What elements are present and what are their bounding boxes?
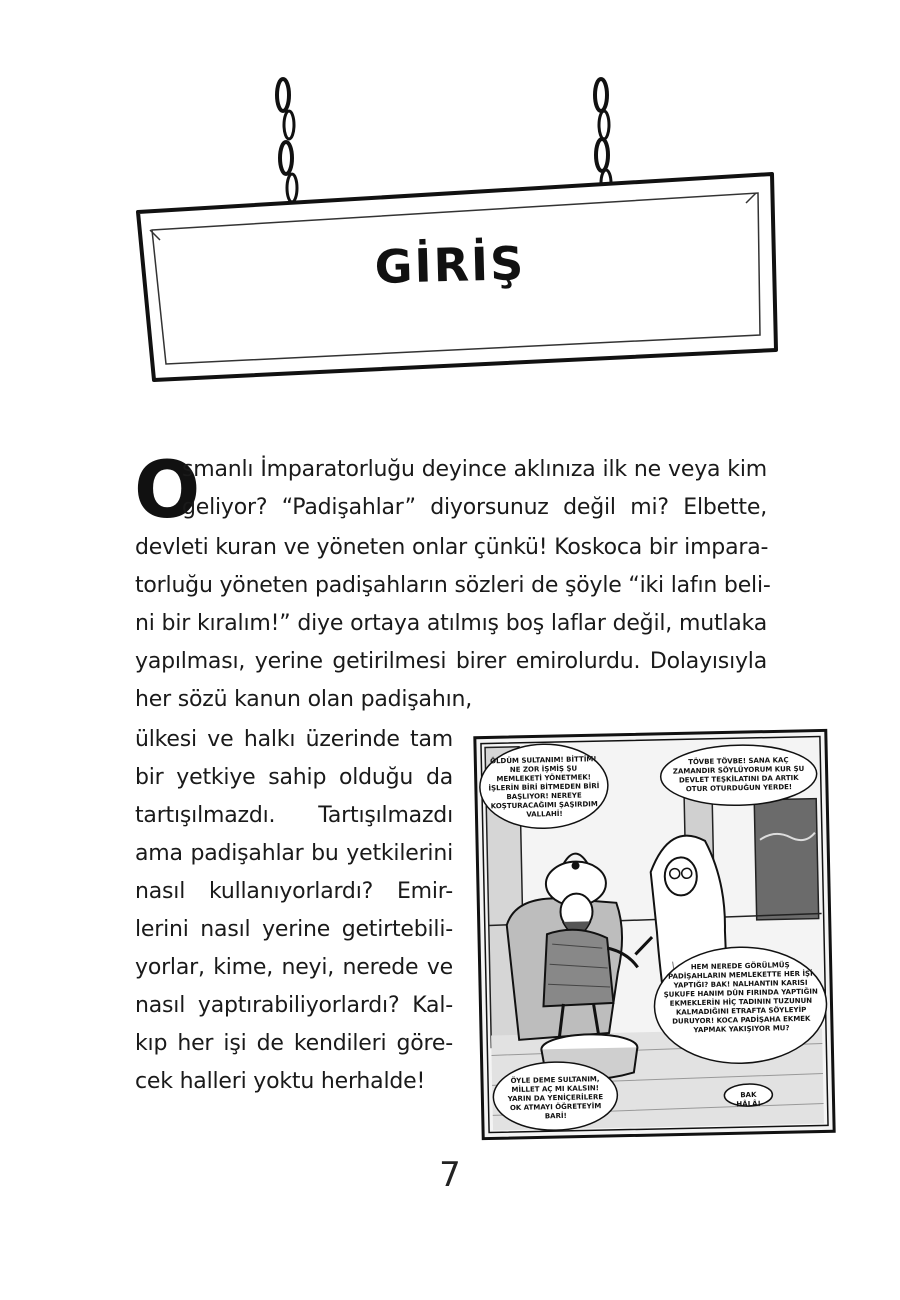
text-line: bir yetkiye sahip olduğu da xyxy=(135,765,453,790)
text-line: nasıl kullanıyorlardı? Emir- xyxy=(135,879,453,904)
title-sign xyxy=(0,0,900,420)
speech-bubble: TÖVBE TÖVBE! SANA KAÇ ZAMANDIR SÖYLÜYORUM KUR ŞU DEVLET TEŞKİLATINI DA ARTIK OTUR OTURDUĞUN YERDE! xyxy=(672,756,805,794)
text-line: nasıl yaptırabiliyorlardı? Kal- xyxy=(135,993,453,1018)
page-number: 7 xyxy=(439,1155,461,1195)
drop-cap: O xyxy=(134,446,201,536)
text-line: lerini nasıl yerine getirtebili- xyxy=(135,917,453,942)
page-title: GİRİŞ xyxy=(374,236,526,294)
speech-bubble: ÖYLE DEME SULTANIM, MİLLET AÇ MI KALSIN! YARIN DA YENİÇERİLERE OK ATMAYI ÖĞRETEYİM BARİ! xyxy=(507,1075,604,1121)
speech-bubble: HEM NEREDE GÖRÜLMÜŞ PADİŞAHLARIN MEMLEKETTE HER İŞİ YAPTIĞI? BAK! NALHANTIN KARISI ŞUKUFE HANIM DÜN FIRINDA YAPTIĞIN EKMEKLERİN HİÇ TADININ TUZUNUN KALMADIĞINI ETRAFTA SÖYLEYİP DURUYOR! KOCA PADİŞAHA EKMEK YAPMAK YAKIŞIYOR MU? xyxy=(663,961,818,1035)
text-line: her sözü kanun olan padişahın, xyxy=(135,687,473,712)
text-line: ni bir kıralım!” diye ortaya atılmış boş laflar değil, mutlaka xyxy=(135,611,767,636)
comic-illustration xyxy=(473,728,836,1140)
text-line: cek halleri yoktu herhalde! xyxy=(135,1069,426,1094)
text-line: smanlı İmparatorluğu deyince aklınıza ilk ne veya kim xyxy=(182,457,767,482)
text-line: geliyor? “Padişahlar” diyorsunuz değil mi? Elbette, xyxy=(182,495,767,520)
speech-bubble: BAK HÂLÂ! xyxy=(736,1090,761,1109)
text-line: torluğu yöneten padişahların sözleri de şöyle “iki lafın beli- xyxy=(135,573,771,598)
left-chain xyxy=(277,79,299,215)
text-line: tartışılmazdı. Tartışılmazdı xyxy=(135,803,453,828)
text-line: yorlar, kime, neyi, nerede ve xyxy=(135,955,453,980)
text-line: kıp her işi de kendileri göre- xyxy=(135,1031,453,1056)
text-line: ama padişahlar bu yetkilerini xyxy=(135,841,453,866)
text-line: yapılması, yerine getirilmesi birer emirolurdu. Dolayısıyla xyxy=(135,649,767,674)
speech-bubble: ÖLDÜM SULTANIM! BİTTİM! NE ZOR İŞMİŞ ŞU MEMLEKETİ YÖNETMEK! İŞLERİN BİRİ BİTMEDEN BİRİ BAŞLIYOR! NEREYE KOŞTURACAĞIMI ŞAŞIRDIM VALLAHİ! xyxy=(488,755,600,819)
text-line: devleti kuran ve yöneten onlar çünkü! Koskoca bir impara- xyxy=(135,535,769,560)
text-line: ülkesi ve halkı üzerinde tam xyxy=(135,727,453,752)
